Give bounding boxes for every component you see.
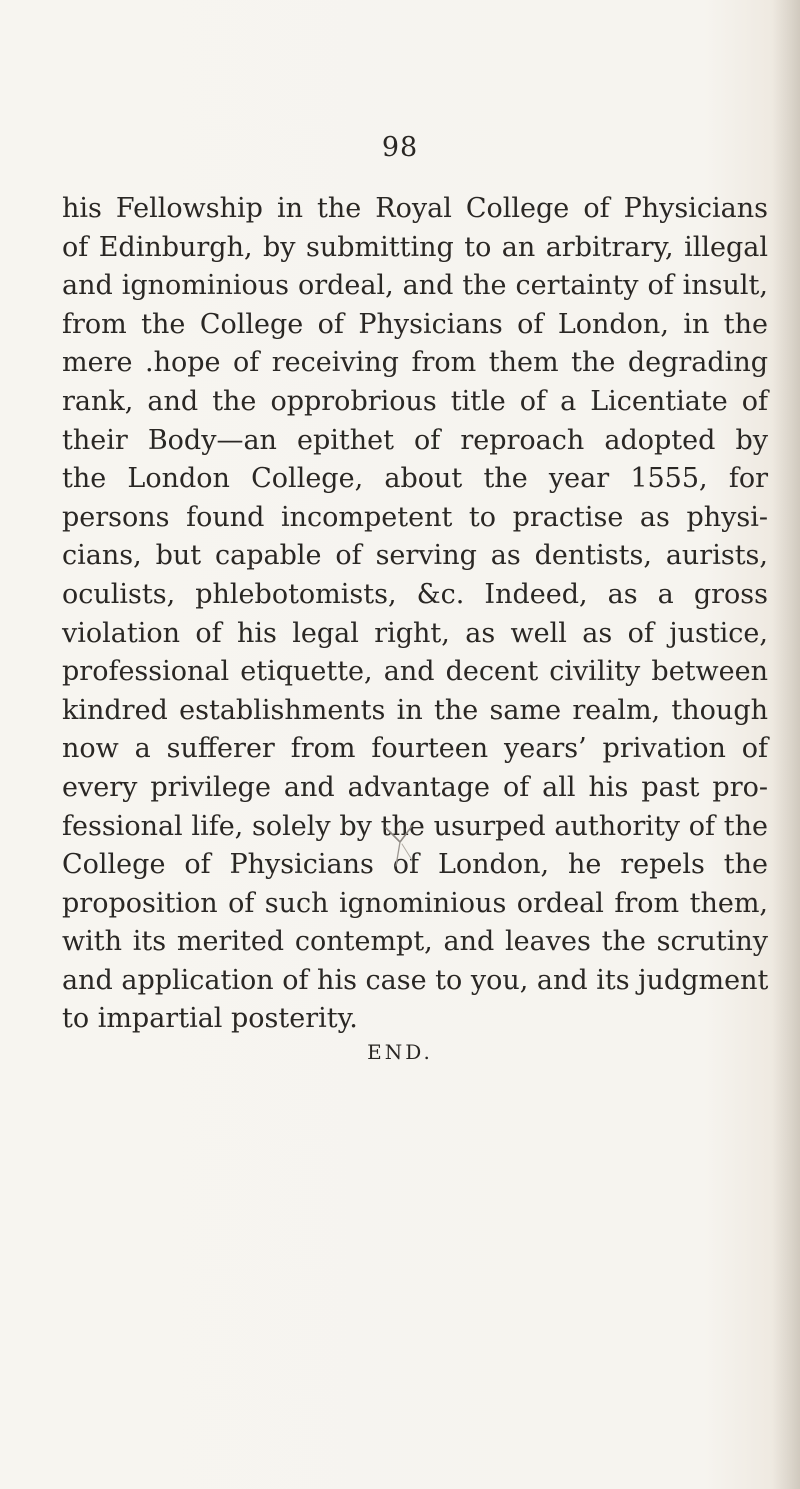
text-line: the London College, about the year 1555, for — [62, 463, 768, 495]
text-line: oculists, phlebotomists, &c. Indeed, as a gross — [62, 578, 768, 610]
text-line: rank, and the opprobrious title of a Licentiate of — [62, 385, 768, 417]
text-line: their Body—an epithet of reproach adopted by — [62, 424, 768, 456]
text-line: proposition of such ignominious ordeal from them, — [62, 887, 768, 919]
end-mark: END. — [367, 1040, 433, 1064]
text-line: now a sufferer from fourteen years’ privation of — [62, 733, 768, 765]
text-line: and ignominious ordeal, and the certainty of insult, — [62, 270, 768, 302]
text-line: persons found incompetent to practise as physi- — [62, 501, 768, 533]
text-line: fessional life, solely by the usurped authority of the — [62, 810, 768, 842]
text-line: of Edinburgh, by submitting to an arbitrary, illegal — [62, 231, 768, 263]
text-line: kindred establishments in the same realm, though — [62, 694, 768, 726]
text-line: from the College of Physicians of London, in the — [62, 308, 768, 340]
page-edge-shadow — [772, 0, 800, 1489]
text-line: with its merited contempt, and leaves the scrutiny — [62, 926, 768, 958]
text-line: cians, but capable of serving as dentists, aurists, — [62, 540, 768, 572]
page-number: 98 — [381, 132, 419, 163]
text-line: violation of his legal right, as well as of justice, — [62, 617, 768, 649]
body-text — [62, 190, 768, 1039]
text-line: mere .hope of receiving from them the degrading — [62, 347, 768, 379]
text-line: professional etiquette, and decent civility between — [62, 656, 768, 688]
text-line: to impartial posterity. — [62, 1003, 358, 1035]
text-line: College of Physicians of London, he repels the — [62, 849, 768, 881]
text-line: and application of his case to you, and its judgment — [62, 964, 769, 996]
text-line: his Fellowship in the Royal College of Physicians — [62, 193, 768, 224]
text-line: every privilege and advantage of all his past pro- — [62, 771, 768, 803]
pencil-mark-icon — [382, 820, 416, 874]
